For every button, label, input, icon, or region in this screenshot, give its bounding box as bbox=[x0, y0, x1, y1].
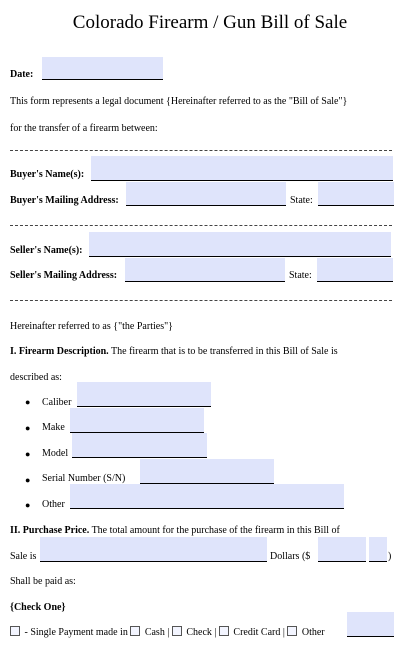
other-payment-label: Other bbox=[301, 627, 325, 638]
seller-address-field[interactable] bbox=[125, 258, 285, 281]
other-payment-underline bbox=[347, 636, 394, 637]
divider-1 bbox=[10, 150, 392, 151]
other-payment-checkbox[interactable] bbox=[287, 626, 297, 636]
divider-3 bbox=[10, 300, 392, 301]
seller-address-underline bbox=[125, 281, 285, 282]
sale-amount-dollars-field[interactable] bbox=[318, 537, 366, 561]
buyer-address-label: Buyer's Mailing Address: bbox=[10, 195, 119, 206]
buyer-name-label: Buyer's Name(s): bbox=[10, 169, 85, 180]
caliber-label: Caliber bbox=[42, 397, 72, 408]
other-label: Other bbox=[42, 499, 65, 510]
buyer-state-field[interactable] bbox=[318, 182, 394, 205]
bullet-icon: ● bbox=[25, 500, 31, 510]
payment-options-row bbox=[10, 626, 325, 638]
serial-number-field[interactable] bbox=[140, 459, 274, 483]
buyer-address-field[interactable] bbox=[126, 182, 286, 205]
dollars-label: Dollars ($ bbox=[270, 551, 311, 562]
seller-name-underline bbox=[89, 256, 391, 257]
sale-amount-cents-underline bbox=[369, 561, 387, 562]
parties-text: Hereinafter referred to as {"the Parties"} bbox=[10, 321, 173, 332]
intro-line-1: This form represents a legal document {Hereinafter referred to as the "Bill of Sale"} bbox=[10, 96, 348, 107]
section-2-text: The total amount for the purchase of the firearm in this Bill of bbox=[91, 525, 340, 536]
check-label: Check | bbox=[186, 627, 217, 638]
close-paren: ) bbox=[388, 551, 392, 562]
buyer-state-label: State: bbox=[290, 195, 313, 206]
other-payment-field[interactable] bbox=[347, 612, 394, 636]
paid-as-label: Shall be paid as: bbox=[10, 576, 76, 587]
make-field[interactable] bbox=[70, 408, 204, 432]
date-label: Date: bbox=[10, 69, 34, 80]
buyer-name-underline bbox=[91, 180, 393, 181]
bullet-icon: ● bbox=[25, 397, 31, 407]
caliber-underline bbox=[77, 406, 211, 407]
date-field[interactable] bbox=[42, 57, 163, 79]
seller-name-label: Seller's Name(s): bbox=[10, 245, 83, 256]
model-label: Model bbox=[42, 448, 69, 459]
sale-amount-words-underline bbox=[40, 561, 267, 562]
section-1-heading: I. Firearm Description. bbox=[10, 346, 109, 357]
sale-amount-dollars-underline bbox=[318, 561, 366, 562]
section-1-line bbox=[10, 346, 338, 357]
model-underline bbox=[72, 457, 207, 458]
check-one-label: {Check One} bbox=[10, 602, 66, 613]
credit-card-checkbox[interactable] bbox=[219, 626, 229, 636]
bullet-icon: ● bbox=[25, 475, 31, 485]
seller-address-label: Seller's Mailing Address: bbox=[10, 270, 118, 281]
other-underline bbox=[70, 508, 344, 509]
section-1-text: The firearm that is to be transferred in this Bill of Sale is bbox=[111, 346, 338, 357]
sale-amount-cents-field[interactable] bbox=[369, 537, 387, 561]
seller-state-field[interactable] bbox=[317, 258, 393, 281]
seller-state-underline bbox=[317, 281, 393, 282]
model-field[interactable] bbox=[72, 433, 207, 457]
buyer-state-underline bbox=[318, 205, 394, 206]
date-underline bbox=[42, 79, 163, 80]
seller-state-label: State: bbox=[289, 270, 312, 281]
cash-checkbox[interactable] bbox=[130, 626, 140, 636]
document-title: Colorado Firearm / Gun Bill of Sale bbox=[72, 12, 348, 33]
section-2-line bbox=[10, 525, 340, 536]
caliber-field[interactable] bbox=[77, 382, 211, 406]
section-1-text-2: described as: bbox=[10, 372, 62, 383]
bullet-icon: ● bbox=[25, 423, 31, 433]
sale-amount-words-field[interactable] bbox=[40, 537, 267, 561]
serial-number-label: Serial Number (S/N) bbox=[42, 473, 126, 484]
cash-label: Cash | bbox=[144, 627, 170, 638]
other-field[interactable] bbox=[70, 484, 344, 508]
sale-is-label: Sale is bbox=[10, 551, 37, 562]
buyer-name-field[interactable] bbox=[91, 156, 393, 180]
buyer-address-underline bbox=[126, 205, 286, 206]
bullet-icon: ● bbox=[25, 449, 31, 459]
single-payment-checkbox[interactable] bbox=[10, 626, 20, 636]
intro-line-2: for the transfer of a firearm between: bbox=[10, 123, 158, 134]
credit-card-label: Credit Card | bbox=[233, 627, 285, 638]
seller-name-field[interactable] bbox=[89, 232, 391, 256]
divider-2 bbox=[10, 225, 392, 226]
make-label: Make bbox=[42, 422, 65, 433]
check-checkbox[interactable] bbox=[172, 626, 182, 636]
section-2-heading: II. Purchase Price. bbox=[10, 525, 90, 536]
single-payment-label: - Single Payment made in bbox=[24, 627, 128, 638]
